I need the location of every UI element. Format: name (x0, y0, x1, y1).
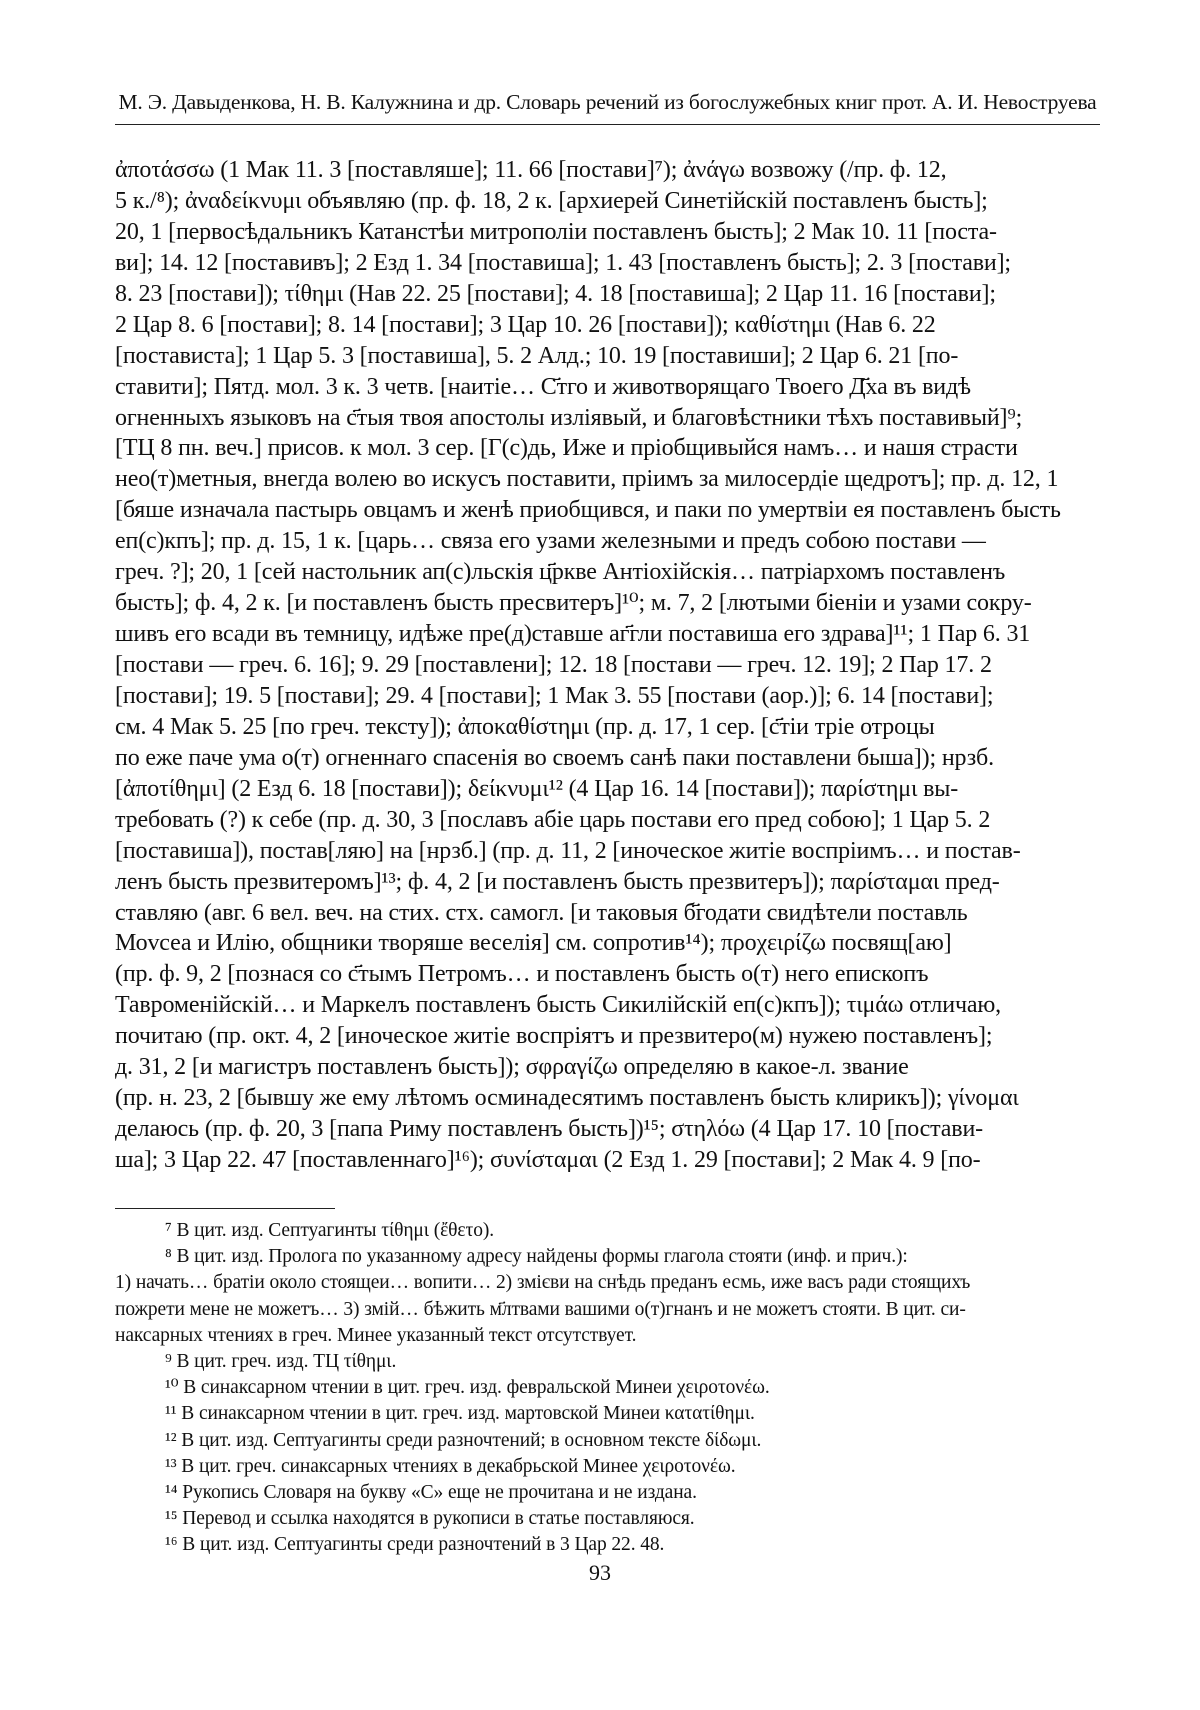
text-line: ἀποτάσσω (1 Мак 11. 3 [поставляше]; 11. 66 [постави]⁷); ἀνάγω возвожу (/пр. ф. 12, (115, 157, 947, 183)
footnote-line: ⁹ В цит. греч. изд. ТЦ τίθημι. (165, 1350, 397, 1372)
text-line: [бяше изначала пастырь овцамъ и женѣ приобщився, и паки по умертвіи ея поставленъ бысть (115, 497, 1061, 524)
text-line: Моvсеа и Илію, общники творяше веселія] см. сопротив¹⁴); προχειρίζω посвящ[аю] (115, 930, 952, 957)
text-line: 8. 23 [постави]); τίθημι (Нав 22. 25 [постави]; 4. 18 [поставиша]; 2 Цар 11. 16 [постави]; (115, 280, 996, 307)
footnote-line: ¹³ В цит. греч. синаксарных чтениях в декабрьской Минее χειροτονέω. (165, 1455, 736, 1477)
text-line: ша]; 3 Цар 22. 47 [поставленнаго]¹⁶); συνίσταμαι (2 Езд 1. 29 [постави]; 2 Мак 4. 9 [по- (115, 1147, 981, 1173)
footnote-line: ¹⁰ В синаксарном чтении в цит. греч. изд. февральской Минеи χειροτονέω. (165, 1377, 770, 1399)
text-line: 5 к./⁸); ἀναδείκνυμι объявляю (пр. ф. 18, 2 к. [архиерей Синетійскій поставленъ бысть]; (115, 187, 988, 214)
text-line: по еже паче ума о(т) огненнаго спасенія во своемъ санѣ паки поставлени быша]); нрзб. (115, 744, 994, 771)
footnote-line: ¹¹ В синаксарном чтении в цит. греч. изд. мартовской Минеи κατατίθημι. (165, 1403, 755, 1425)
text-line: бысть]; ф. 4, 2 к. [и поставленъ бысть пресвитеръ]¹⁰; м. 7, 2 [лютыми біеніи и узами сокру- (115, 590, 1032, 617)
text-line: д. 31, 2 [и магистръ поставленъ бысть]); σφραγίζω определяю в какое-л. звание (115, 1054, 909, 1081)
footnote-rule (115, 1208, 335, 1209)
text-line: Тавроменійскій… и Маркелъ поставленъ бысть Сикилійскій еп(с)кпъ]); τιμάω отличаю, (115, 992, 1001, 1019)
footnote-line: ⁷ В цит. изд. Септуагинты τίθημι (ἔθετο). (165, 1220, 495, 1241)
text-line: [постави — греч. 6. 16]; 9. 29 [поставлени]; 12. 18 [постави — греч. 12. 19]; 2 Пар 17. 2 (115, 652, 992, 678)
text-line: почитаю (пр. окт. 4, 2 [иноческое житіе воспріятъ и презвитеро(м) нужею поставленъ]; (115, 1023, 993, 1050)
footnote-line: ¹² В цит. изд. Септуагинты среди разночтений; в основном тексте δίδωμι. (165, 1429, 762, 1451)
text-line: [постави]; 19. 5 [постави]; 29. 4 [постави]; 1 Мак 3. 55 [постави (аор.)]; 6. 14 [постави]; (115, 682, 994, 709)
footnote-line: ¹⁵ Перевод и ссылка находятся в рукописи в статье поставляюся. (165, 1508, 695, 1530)
text-line: [ἀποτίθημι] (2 Езд 6. 18 [постави]); δείκνυμι¹² (4 Цар 16. 14 [постави]); παρίστημι вы- (115, 775, 959, 802)
text-line: (пр. ф. 9, 2 [познася со с҃тымъ Петромъ… и поставленъ бысть о(т) него епископъ (115, 961, 929, 988)
text-line: см. 4 Мак 5. 25 [по греч. тексту]); ἀποκαθίστημι (пр. д. 17, 1 сер. [с҃тіи тріе отроцы (115, 713, 935, 740)
text-line: ленъ бысть презвитеромъ]¹³; ф. 4, 2 [и поставленъ бысть презвитеръ]); παρίσταμαι пред- (115, 868, 1000, 895)
footnote-line: наксарных чтениях в греч. Минее указанный текст отсутствует. (115, 1324, 637, 1346)
footnote-line: ⁸ В цит. изд. Пролога по указанному адресу найдены формы глагола стояти (инф. и прич.): (165, 1246, 908, 1268)
header-rule (115, 124, 1100, 125)
running-header: М. Э. Давыденкова, Н. В. Калужнина и др. Словарь речений из богослужебных книг прот. А. И. Невоструева (118, 90, 1097, 114)
text-line: огненныхъ языковъ на с҃тыя твоя апостолы изліявый, и благовѣстники тѣхъ поставивый]⁹; (115, 404, 1023, 431)
text-line: требовать (?) к себе (пр. д. 30, 3 [пославъ абіе царь постави его пред собою]; 1 Цар 5. 2 (115, 806, 991, 833)
text-line: 2 Цар 8. 6 [постави]; 8. 14 [постави]; 3 Цар 10. 26 [постави]); καθίστημι (Нав 6. 22 (115, 311, 936, 338)
text-line: 20, 1 [первосѣдальникъ Катанстѣи митрополіи поставленъ бысть]; 2 Мак 10. 11 [поста- (115, 218, 997, 245)
text-line: ви]; 14. 12 [поставивъ]; 2 Езд 1. 34 [поставиша]; 1. 43 [поставленъ бысть]; 2. 3 [постави]; (115, 249, 1011, 276)
footnote-line: ¹⁶ В цит. изд. Септуагинты среди разночтений в 3 Цар 22. 48. (165, 1534, 665, 1556)
text-line: еп(с)кпъ]; пр. д. 15, 1 к. [царь… связа его узами железными и предъ собою постави — (115, 528, 986, 555)
footnotes (115, 1218, 1100, 1558)
main-text (115, 155, 1100, 1176)
page-number: 93 (589, 1560, 611, 1585)
text-line: (пр. н. 23, 2 [бывшу же ему лѣтомъ осминадесятимъ поставленъ бысть клирикъ]); γίνομαι (115, 1085, 1019, 1112)
text-line: нео(т)метныя, внегда волею во искусъ поставити, пріимъ за милосердіе щедротъ]; пр. д. 12, 1 (115, 466, 1059, 493)
text-line: [постависта]; 1 Цар 5. 3 [поставиша], 5. 2 Алд.; 10. 19 [поставиши]; 2 Цар 6. 21 [по- (115, 342, 959, 369)
footnote-line: пожрети мене не можетъ… 3) змій… бѣжить м҃лтвами вашими о(т)гнанъ и не можетъ стояти. В цит. си- (115, 1298, 966, 1320)
footnote-line: ¹⁴ Рукопись Словаря на букву «С» еще не прочитана и не издана. (165, 1481, 697, 1503)
text-line: [поставиша]), постав[ляю] на [нрзб.] (пр. д. 11, 2 [иноческое житіе воспріимъ… и постав- (115, 837, 1021, 864)
text-line: шивъ его всади въ темницу, идѣже пре(д)ставше аг҃гли поставиша его здрава]¹¹; 1 Пар 6. 31 (115, 621, 1031, 648)
footnote-line: 1) начать… братіи около стоящеи… вопити… 2) змієви на снѣдь преданъ есмь, иже васъ ради стоящихъ (115, 1272, 971, 1294)
text-line: делаюсь (пр. ф. 20, 3 [папа Риму поставленъ бысть])¹⁵; στηλόω (4 Цар 17. 10 [постави- (115, 1116, 983, 1143)
text-line: греч. ?]; 20, 1 [сей настольник ап(с)льскія ц҃ркве Антіохійскія… патріархомъ поставленъ (115, 559, 1006, 586)
text-line: ставити]; Пятд. мол. 3 к. 3 четв. [наитіе… С҃тго и животворящаго Твоего Д҃ха въ видѣ (115, 373, 971, 400)
text-line: ставляю (авг. 6 вел. веч. на стих. стх. самогл. [и таковыя б҃годати свидѣтели поставль (115, 899, 968, 926)
text-line: [ТЦ 8 пн. веч.] присов. к мол. 3 сер. [Г(с)дь, Иже и пріобщивыйся намъ… и нашя страсти (115, 435, 1018, 462)
